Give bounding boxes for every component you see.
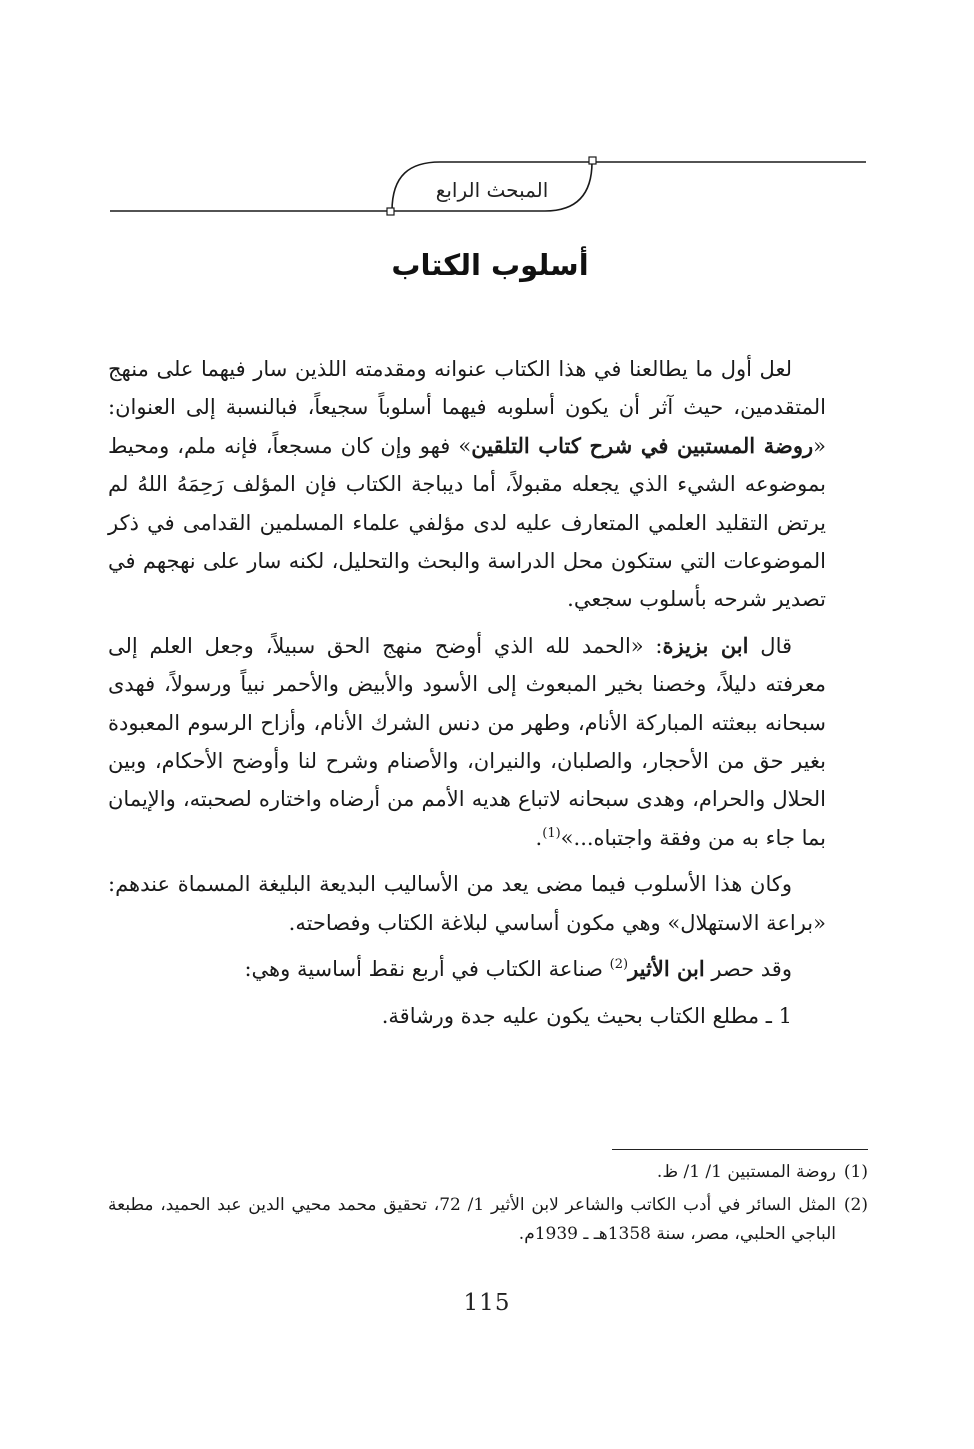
footnote-ref-1[interactable]: (1) <box>542 825 561 841</box>
chapter-title: أسلوب الكتاب <box>391 248 589 282</box>
footnote-2 <box>108 1191 868 1249</box>
footnote-number: (2) <box>843 1195 868 1215</box>
p2-text-a: قال <box>748 633 793 658</box>
footnote-text: روضة المستبين 1/ 1/ ظ. <box>656 1162 836 1182</box>
footnote-text: المثل السائر في أدب الكاتب والشاعر لابن الأثير 1/ 72، تحقيق محمد محيي الدين عبد الحميد، مطبعة الباجي الحلبي، مصر، سنة 1358هـ ـ 1939م. <box>108 1195 837 1244</box>
footnote-separator <box>612 1149 868 1150</box>
footnotes <box>108 1158 868 1253</box>
p1-text-a: لعل أول ما يطالعنا في هذا الكتاب عنوانه ومقدمته اللذين سار فيهما على منهج المتقدمين، حيث آثر أن يكون أسلوبه فيهما أسلوباً سجيعاً، فبالنسبة إلى العنوان: « <box>108 357 826 458</box>
footnote-number: (1) <box>843 1162 868 1182</box>
ibn-athir-bold: ابن الأثير <box>628 956 705 982</box>
list-item-1: 1 ـ مطلع الكتاب بحيث يكون عليه جدة ورشاقة. <box>381 1003 792 1028</box>
p1-text-b: » فهو وإن كان مسجعاً، فإنه ملم، ومحيط بموضوعه الشيء الذي يجعله مقبولاً، أما ديباجة الكتاب فإن المؤلف رَحِمَهُ اللهُ لم يرتض التقليد العلمي المتعارف عليه لدى مؤلفي علماء المسلمين القدامى في ذكر الموضوعات التي ستكون محل الدراسة والبحث والتحليل، لكنه سار على نهجهم في تصدير شرحه بأسلوب سجعي. <box>108 433 826 612</box>
p4-text-b: صناعة الكتاب في أربع نقط أساسية وهي: <box>244 957 610 982</box>
paragraph-4 <box>108 950 826 988</box>
footnote-1 <box>108 1158 868 1187</box>
paragraph-3: وكان هذا الأسلوب فيما مضى يعد من الأساليب البديعة البليغة المسماة عندهم: «براعة الاستهلال» وهي مكون أساسي لبلاغة الكتاب وفصاحته. <box>108 872 826 935</box>
paragraph-2 <box>108 627 826 857</box>
page-number: 115 <box>463 1290 511 1316</box>
footnote-ref-2[interactable]: (2) <box>609 957 629 973</box>
author-name-bold: ابن بزيزة <box>662 632 749 658</box>
p4-text-a: وقد حصر <box>704 957 792 982</box>
p2-text-b: : «الحمد لله الذي أوضح منهج الحق سبيلاً، وجعل العلم إلى معرفته دليلاً، وخصنا بخير المبعوث إلى الأسود والأبيض والأحمر نبياً ورسولاً، فهدى سبحانه ببعثته المباركة الأنام، وطهر من دنس الشرك الأنام، وأزاح الرسوم المعبودة بغير حق من الأحجار، والصلبان، والنيران، والأصنام وشرح لنا وأوضح الأحكام، وبين الحلال والحرام، وهدى سبحانه لاتباع هديه الأمم من أرضاه واختاره لصحبته، والإيمان بما جاء به من وفقة واجتباه...» <box>108 633 826 850</box>
paragraph-1 <box>108 350 826 619</box>
p2-end: . <box>535 825 543 850</box>
main-text <box>108 350 826 1043</box>
book-title-bold: روضة المستبين في شرح كتاب التلقين <box>471 432 814 458</box>
section-label: المبحث الرابع <box>435 178 549 202</box>
